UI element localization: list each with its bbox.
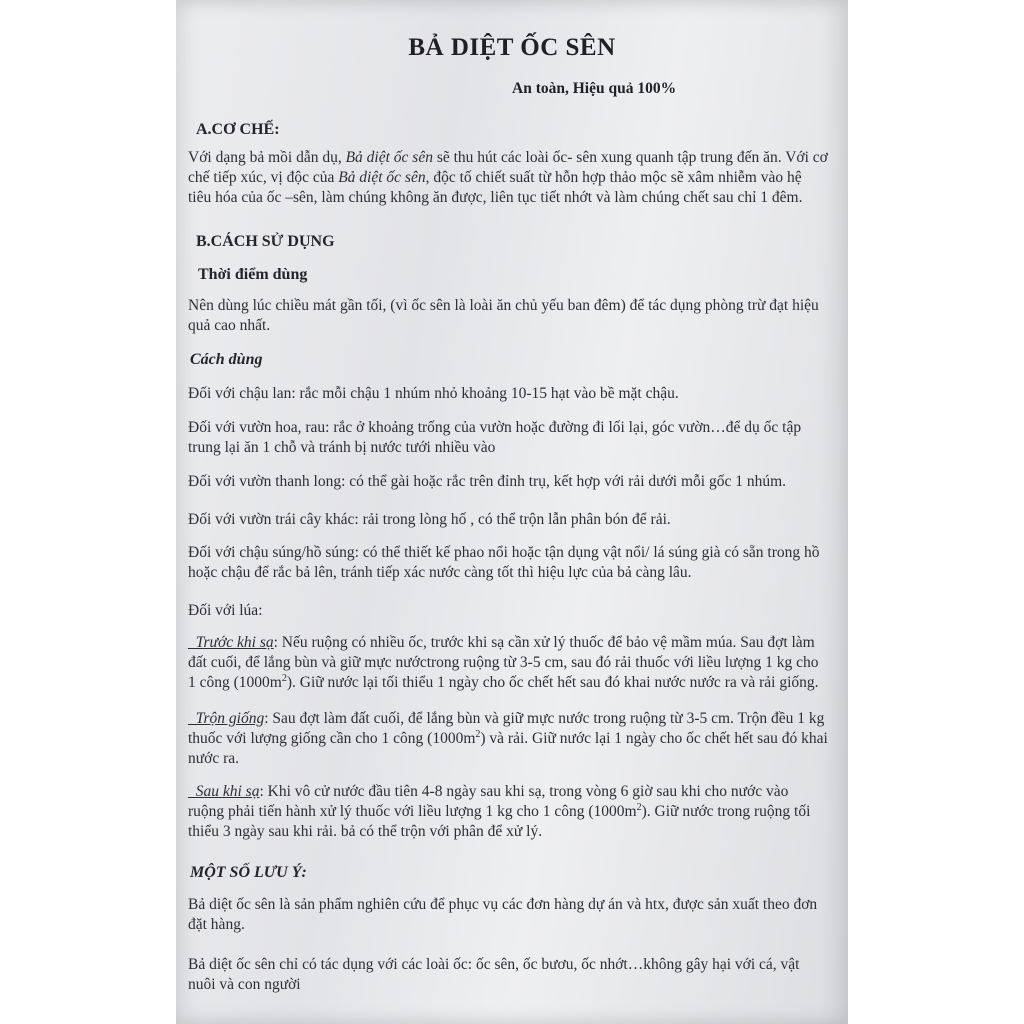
note-2: Bả diệt ốc sên chỉ có tác dụng với các loài ốc: ốc sên, ốc bươu, ốc nhớt…không gây hại với cá, vật nuôi và con người (188, 956, 800, 993)
document-sheet (176, 0, 848, 1024)
rice-stage-label: _Trộn giống (188, 710, 265, 727)
text-run: ) và rải. Giữ nước lại 1 ngày cho ốc chết hết sau đó khai nước ra. (188, 730, 828, 767)
section-a-heading: A.CƠ CHẾ: (196, 121, 280, 138)
usage-orchid: Đối với chậu lan: rắc mỗi chậu 1 nhúm nhỏ khoảng 10-15 hạt vào bề mặt chậu. (188, 385, 679, 402)
rice-stage-label: _Sau khi sạ (188, 783, 260, 800)
rice-after-sowing (188, 782, 828, 842)
rice-mix-seeds (188, 709, 828, 769)
usage-garden: Đối với vườn hoa, rau: rắc ở khoảng trống của vườn hoặc đường đi lối lại, góc vườn…để dụ ốc tập trung lại ăn 1 chỗ và tránh bị nước tưới nhiều vào (188, 419, 802, 456)
time-paragraph: Nên dùng lúc chiều mát gần tối, (vì ốc sên là loài ăn chủ yếu ban đêm) để tác dụng phòng trừ đạt hiệu quả cao nhất. (188, 297, 819, 334)
text-run: ). Giữ nước trong ruộng tối thiểu 3 ngày sau khi rải. bả có thể trộn với phân để xử lý. (188, 803, 811, 840)
document-title: BẢ DIỆT ỐC SÊN (408, 34, 616, 61)
document-subtitle: An toàn, Hiệu quả 100% (512, 80, 677, 97)
superscript: 2 (475, 728, 481, 740)
time-heading: Thời điểm dùng (198, 266, 308, 283)
mechanism-paragraph (188, 148, 828, 208)
text-run: ). Giữ nước lại tối thiểu 1 ngày cho ốc chết hết sau đó khai nước nước ra và rải giống. (286, 674, 819, 691)
section-b-heading: B.CÁCH SỬ DỤNG (196, 233, 335, 250)
text-run: : Khi vô cử nước đầu tiên 4-8 ngày sau khi sạ, trong vòng 6 giờ sau khi cho nước vào ruộng phải tiến hành xử lý thuốc với liều lượng 1 kg cho 1 công (1000m (188, 783, 789, 820)
usage-dragonfruit: Đối với vườn thanh long: có thể gài hoặc rắc trên đỉnh trụ, kết hợp với rải dưới mỗi gốc 1 nhúm. (188, 473, 787, 490)
superscript: 2 (636, 801, 642, 813)
text-run: Với dạng bả mồi dẫn dụ, (188, 149, 346, 166)
rice-stage-label: _Trước khi sạ (188, 634, 274, 651)
superscript: 2 (281, 672, 287, 684)
text-run: , độc tố chiết suất từ hỗn hợp thảo mộc sẽ xâm nhiễm vào hệ tiêu hóa của ốc –sên, làm chúng không ăn được, liên tục tiết nhớt và làm chúng chết sau chỉ 1 đêm. (188, 169, 803, 206)
notes-heading: MỘT SỐ LƯU Ý: (190, 864, 307, 881)
rice-heading: Đối với lúa: (188, 602, 263, 619)
rice-before-sowing (188, 633, 828, 693)
note-1: Bả diệt ốc sên là sản phẩm nghiên cứu để phục vụ các đơn hàng dự án và htx, được sản xuất theo đơn đặt hàng. (188, 896, 818, 933)
text-run: sẽ thu hút các loài ốc- sên xung quanh tập trung đến ăn. Với cơ chế tiếp xúc, vị độc của (188, 149, 828, 186)
product-name: Bả diệt ốc sên (338, 169, 426, 186)
text-run: : Sau đợt làm đất cuối, để lắng bùn và giữ mực nước trong ruộng từ 3-5 cm. Trộn đều 1 kg thuốc với lượng giống cần cho 1 công (1000m (188, 710, 825, 747)
text-run: : Nếu ruộng có nhiều ốc, trước khi sạ cần xử lý thuốc để bảo vệ mầm múa. Sau đợt làm đất cuối, để lắng bùn và giữ mực nướctrong ruộng từ 3-5 cm, sau đó rải thuốc với liều lượng 1 kg cho 1 công (1000m (188, 634, 819, 691)
usage-heading: Cách dùng (190, 351, 263, 368)
usage-water-lily: Đối với chậu súng/hồ súng: có thể thiết kế phao nổi hoặc tận dụng vật nổi/ lá súng già có sẵn trong hồ hoặc chậu để rắc bả lên, tránh tiếp xác nước càng tốt thì hiệu lực của bả càng lâu. (188, 544, 820, 581)
product-name: Bả diệt ốc sên (345, 149, 433, 166)
usage-fruit-trees: Đối với vườn trái cây khác: rải trong lòng hố , có thể trộn lẫn phân bón để rải. (188, 511, 671, 528)
